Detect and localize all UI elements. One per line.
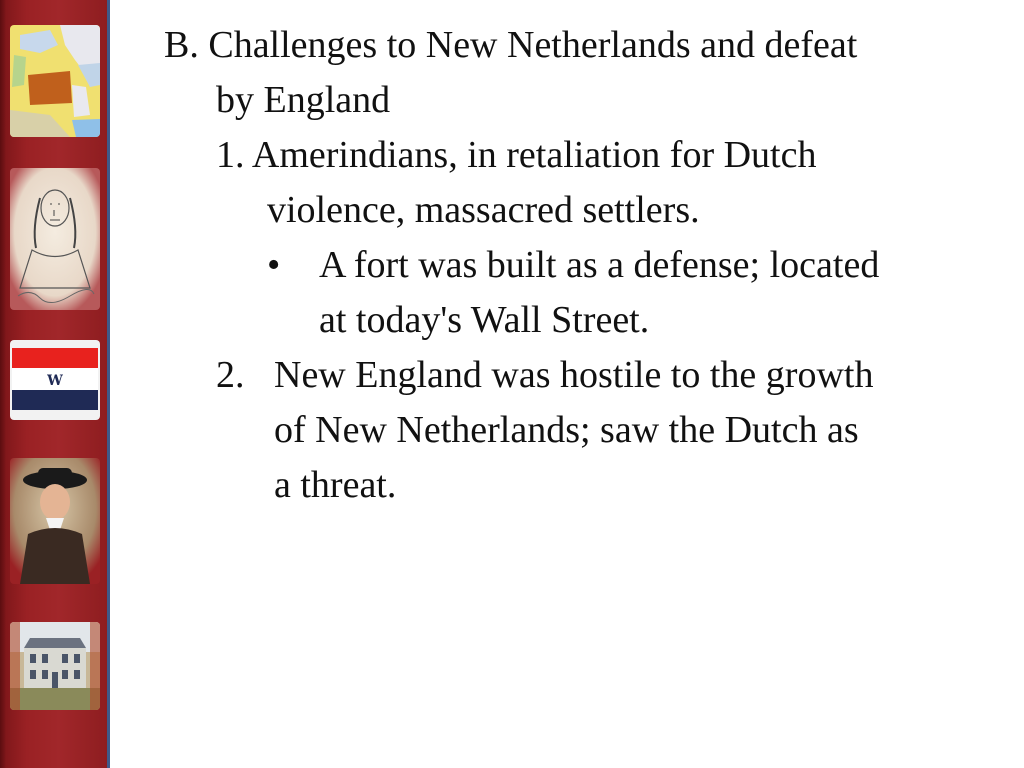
penn-sketch-image — [10, 168, 100, 310]
item-1-line-1: 1. Amerindians, in retaliation for Dutch — [216, 134, 817, 176]
svg-text:W: W — [47, 373, 63, 389]
item-2-line-2: of New Netherlands; saw the Dutch as — [274, 409, 859, 451]
bullet-line-1: A fort was built as a defense; located — [319, 244, 880, 286]
bullet-line-2: at today's Wall Street. — [319, 299, 650, 341]
item-1-line-2: violence, massacred settlers. — [267, 189, 700, 231]
portrait-image — [10, 458, 100, 584]
heading-line-1: B. Challenges to New Netherlands and defeat — [164, 24, 858, 66]
map-image — [10, 25, 100, 137]
item-2-number: 2. — [216, 354, 245, 396]
flag-image — [10, 340, 100, 420]
house-image — [10, 622, 100, 710]
sidebar — [0, 0, 110, 768]
item-2-line-1: New England was hostile to the growth — [274, 354, 874, 396]
bullet-marker: • — [267, 244, 281, 286]
item-2-line-3: a threat. — [274, 464, 397, 506]
heading-line-2: by England — [216, 79, 391, 121]
